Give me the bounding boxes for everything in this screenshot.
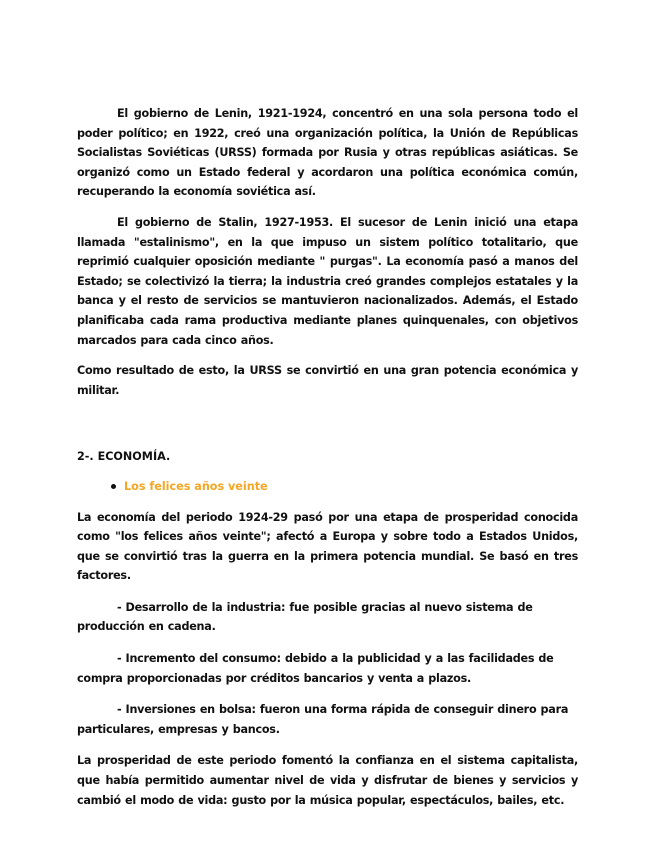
factor-investments: - Inversiones en bolsa: fueron una forma rápida de conseguir dinero para particulares, empresas y bancos.	[77, 703, 569, 736]
bullet-item	[111, 477, 578, 497]
bullet-dot-icon	[111, 484, 116, 489]
factor-consumption: - Incremento del consumo: debido a la publicidad y a las facilidades de compra proporcionadas por créditos bancarios y venta a plazos.	[77, 652, 554, 685]
section-heading: 2-. ECONOMÍA.	[77, 450, 171, 464]
paragraph-lenin: El gobierno de Lenin, 1921-1924, concentró en una sola persona todo el poder político; en 1922, creó una organización política, la Unión de Repúblicas Socialistas Soviéticas (URSS) formada por Rusia y otras repúblicas asiáticas. Se organizó como un Estado federal y acordaron una política económica común, recuperando la economía soviética así.	[77, 107, 578, 199]
paragraph-intro: La economía del periodo 1924-29 pasó por una etapa de prosperidad conocida como "los felices años veinte"; afectó a Europa y sobre todo a Estados Unidos, que se convirtió tras la guerra en la primera potencia mundial. Se basó en tres factores.	[77, 510, 578, 583]
factor-industry: - Desarrollo de la industria: fue posible gracias al nuevo sistema de producción en cadena.	[77, 600, 533, 634]
paragraph-stalin: El gobierno de Stalin, 1927-1953. El sucesor de Lenin inició una etapa llamada "estalinismo", en la que impuso un sistem político totalitario, que reprimió cualquier oposición mediante " purgas". La economía pasó a manos del Estado; se colectivizó la tierra; la industria creó grandes complejos estatales y la banca y el resto de servicios se mantuvieron nacionalizados. Además, el Estado planificaba cada rama productiva mediante planes quinquenales, con objetivos marcados para cada cinco años.	[77, 215, 578, 347]
bullet-label: Los felices años veinte	[124, 479, 268, 493]
paragraph-conclusion: La prosperidad de este periodo fomentó la confianza en el sistema capitalista, que había permitido aumentar nivel de vida y disfrutar de bienes y servicios y cambió el modo de vida: gusto por la música popular, espectáculos, bailes, etc.	[77, 754, 578, 807]
document-page	[77, 104, 578, 810]
paragraph-result: Como resultado de esto, la URSS se convirtió en una gran potencia económica y militar.	[77, 364, 578, 397]
